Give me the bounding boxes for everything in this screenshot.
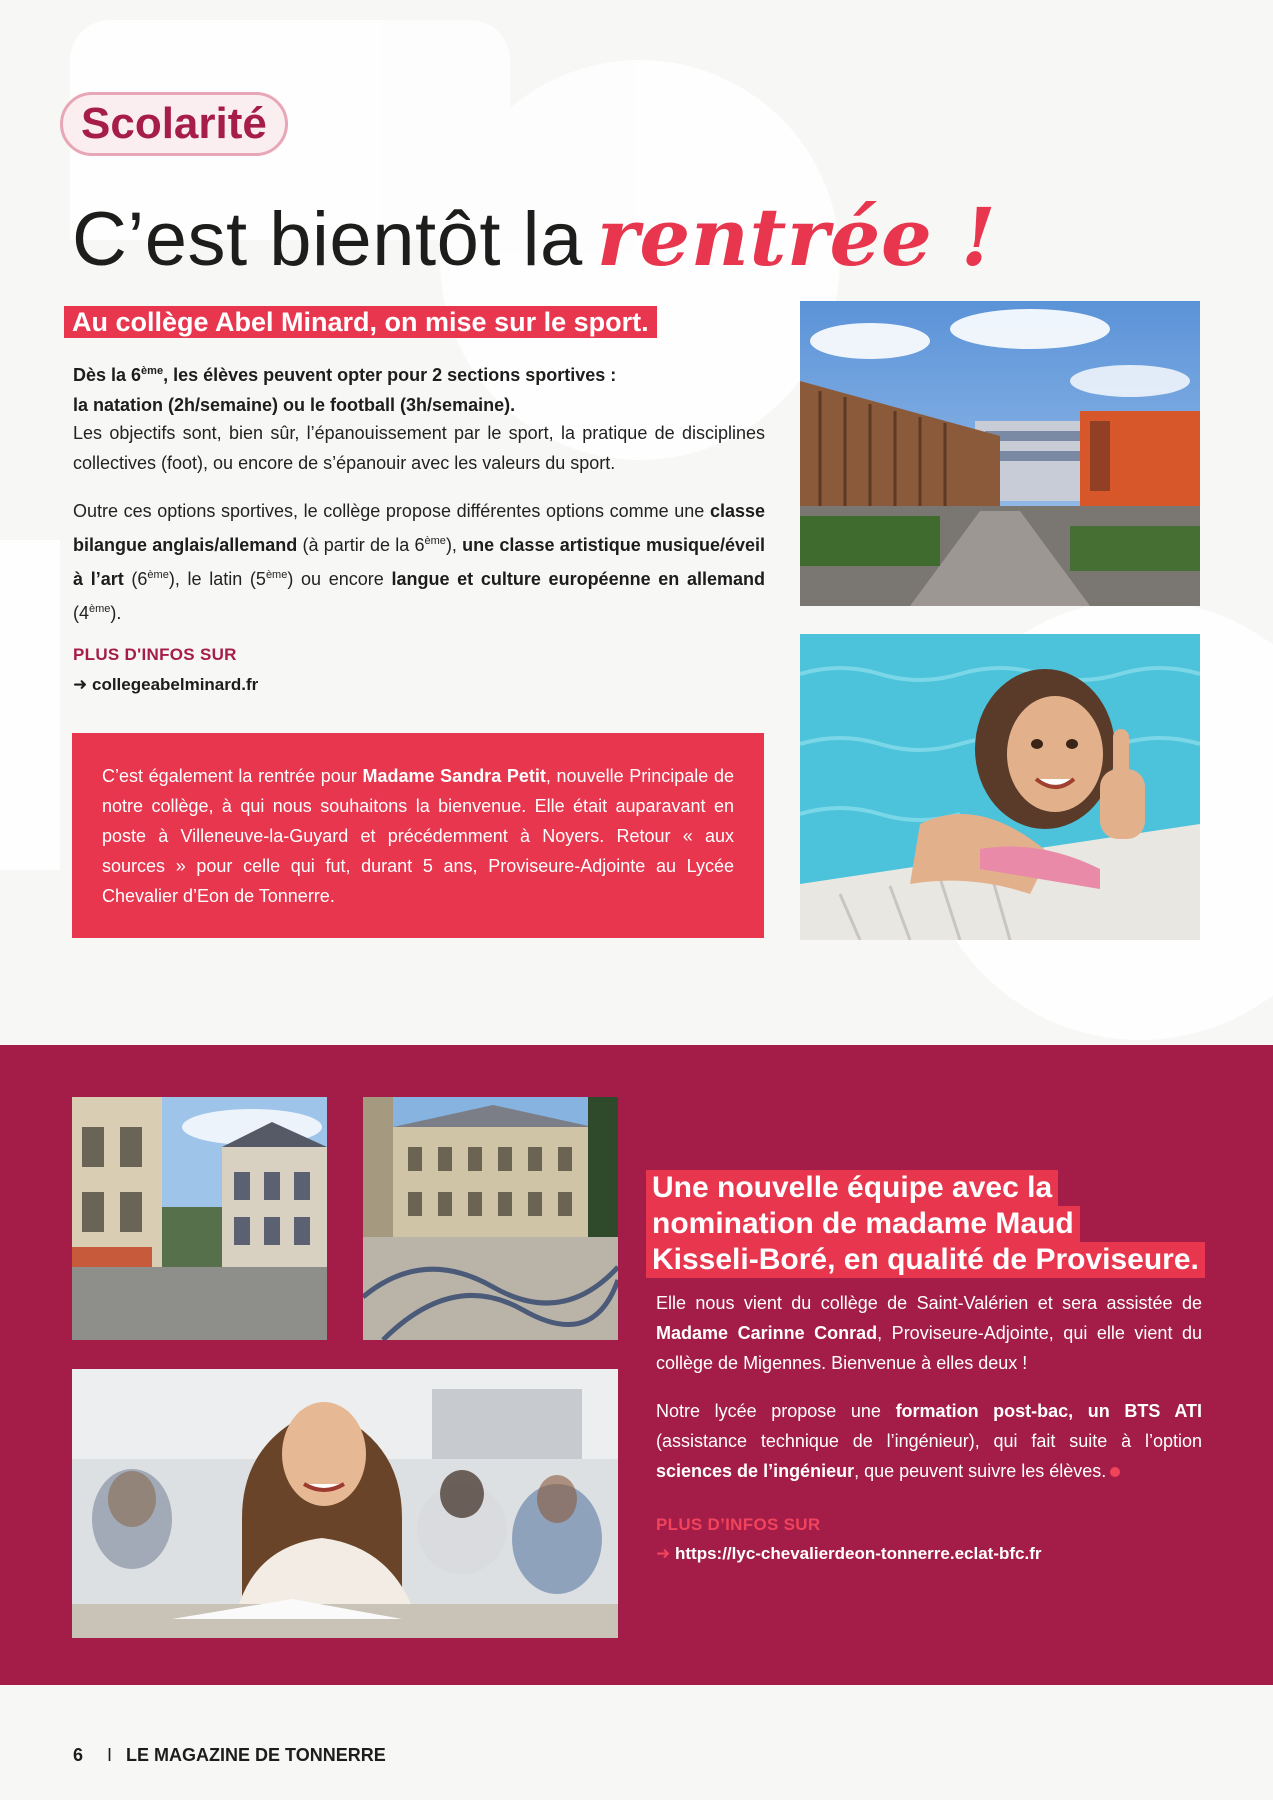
text: (4 [73, 603, 90, 623]
intro-sup: ème [141, 365, 164, 377]
lycee-info-link-row[interactable] [656, 1544, 1042, 1564]
college-info-link-row[interactable] [73, 675, 258, 695]
lycee-building-photo [72, 1097, 327, 1340]
magazine-name: LE MAGAZINE DE TONNERRE [126, 1745, 386, 1765]
text: Elle nous vient du collège de Saint-Valérien et sera assistée de [656, 1293, 1202, 1313]
section-badge-label: Scolarité [81, 99, 267, 148]
title-script: rentrée ! [596, 190, 997, 284]
text: ), [445, 535, 463, 555]
intro-text: , les élèves peuvent opter pour 2 sections sportives : [163, 365, 617, 385]
lycee-info-link[interactable]: https://lyc-chevalierdeon-tonnerre.eclat-bfc.fr [674, 1544, 1042, 1563]
arrow-right-icon: ➜ [656, 1544, 671, 1563]
students-classroom-photo [72, 1369, 618, 1638]
text: , nouvelle Principale de notre collège, à qui nous souhaitons la bienvenue. Elle était auparavant en poste à Villeneuve-la-Guyard et précédemment à Noyers. Retour « aux sources » pour celle qui fut, durant 5 ans, Proviseure-Adjointe au Lycée Chevalier d’Eon de Tonnerre. [102, 766, 734, 906]
text: ) ou encore [287, 569, 392, 589]
lycee-info-label: PLUS D’INFOS SUR [656, 1515, 821, 1534]
text: Notre lycée propose une [656, 1401, 896, 1421]
text: C’est également la rentrée pour [102, 766, 363, 786]
text: ). [110, 603, 122, 623]
bold-text: une classe artistique musique/éveil à l’art [73, 535, 765, 589]
college-info-link[interactable]: collegeabelminard.fr [91, 675, 259, 694]
section-badge [60, 92, 288, 156]
text: (6 [123, 569, 148, 589]
college-building-photo [800, 301, 1200, 606]
intro-text: la natation (2h/semaine) ou le football (3h/semaine). [73, 395, 516, 415]
headline-line: Une nouvelle équipe avec la [646, 1170, 1058, 1206]
headline-line: nomination de madame Maud [646, 1206, 1080, 1242]
page-number: 6 [73, 1745, 84, 1765]
bold-text: Madame Sandra Petit [362, 766, 546, 786]
sup: ème [265, 569, 288, 581]
college-paragraph-2 [73, 496, 765, 628]
text: (assistance technique de l’ingénieur), qui fait suite à l’option [656, 1431, 1202, 1451]
sup: ème [424, 535, 446, 547]
text: , que peuvent suivre les élèves. [854, 1461, 1107, 1481]
page-title [72, 190, 996, 284]
college-headline: Au collège Abel Minard, on mise sur le sport. [64, 306, 657, 338]
headline-line: Kisseli-Boré, en qualité de Proviseure. [646, 1242, 1205, 1278]
page-footer [73, 1745, 386, 1766]
college-paragraph-1: Les objectifs sont, bien sûr, l’épanouissement par le sport, la pratique de disciplines collectives (foot), ou encore de s’épanouir avec les valeurs du sport. [73, 423, 765, 473]
bold-text: sciences de l’ingénieur [656, 1461, 855, 1481]
college-intro [73, 356, 713, 420]
bold-text: classe bilangue anglais/allemand [73, 501, 765, 555]
lycee-paragraph-2 [656, 1396, 1202, 1486]
arrow-right-icon: ➜ [73, 675, 88, 694]
intro-text: Dès la 6 [73, 365, 142, 385]
dot-icon [1110, 1467, 1120, 1477]
text: (à partir de la 6 [297, 535, 425, 555]
text: ), le latin (5 [168, 569, 266, 589]
text: , Proviseure-Adjointe, qui elle vient du collège de Migennes. Bienvenue à elles deux ! [656, 1323, 1203, 1373]
lycee-paragraph-1 [656, 1288, 1202, 1378]
principal-box [72, 733, 764, 938]
lycee-headline [646, 1170, 1206, 1278]
footer-separator: I [107, 1745, 113, 1765]
bold-text: Madame Carinne Conrad [656, 1323, 878, 1343]
bold-text: formation post-bac, un BTS ATI [895, 1401, 1202, 1421]
title-plain: C’est bientôt la [72, 197, 583, 282]
text: Outre ces options sportives, le collège propose différentes options comme une [73, 501, 710, 521]
bold-text: langue et culture européenne en allemand [391, 569, 765, 589]
sup: ème [147, 569, 169, 581]
sup: ème [89, 603, 111, 615]
swimming-pool-photo [800, 634, 1200, 940]
college-info-label: PLUS D'INFOS SUR [73, 645, 237, 664]
lycee-courtyard-photo [363, 1097, 618, 1340]
